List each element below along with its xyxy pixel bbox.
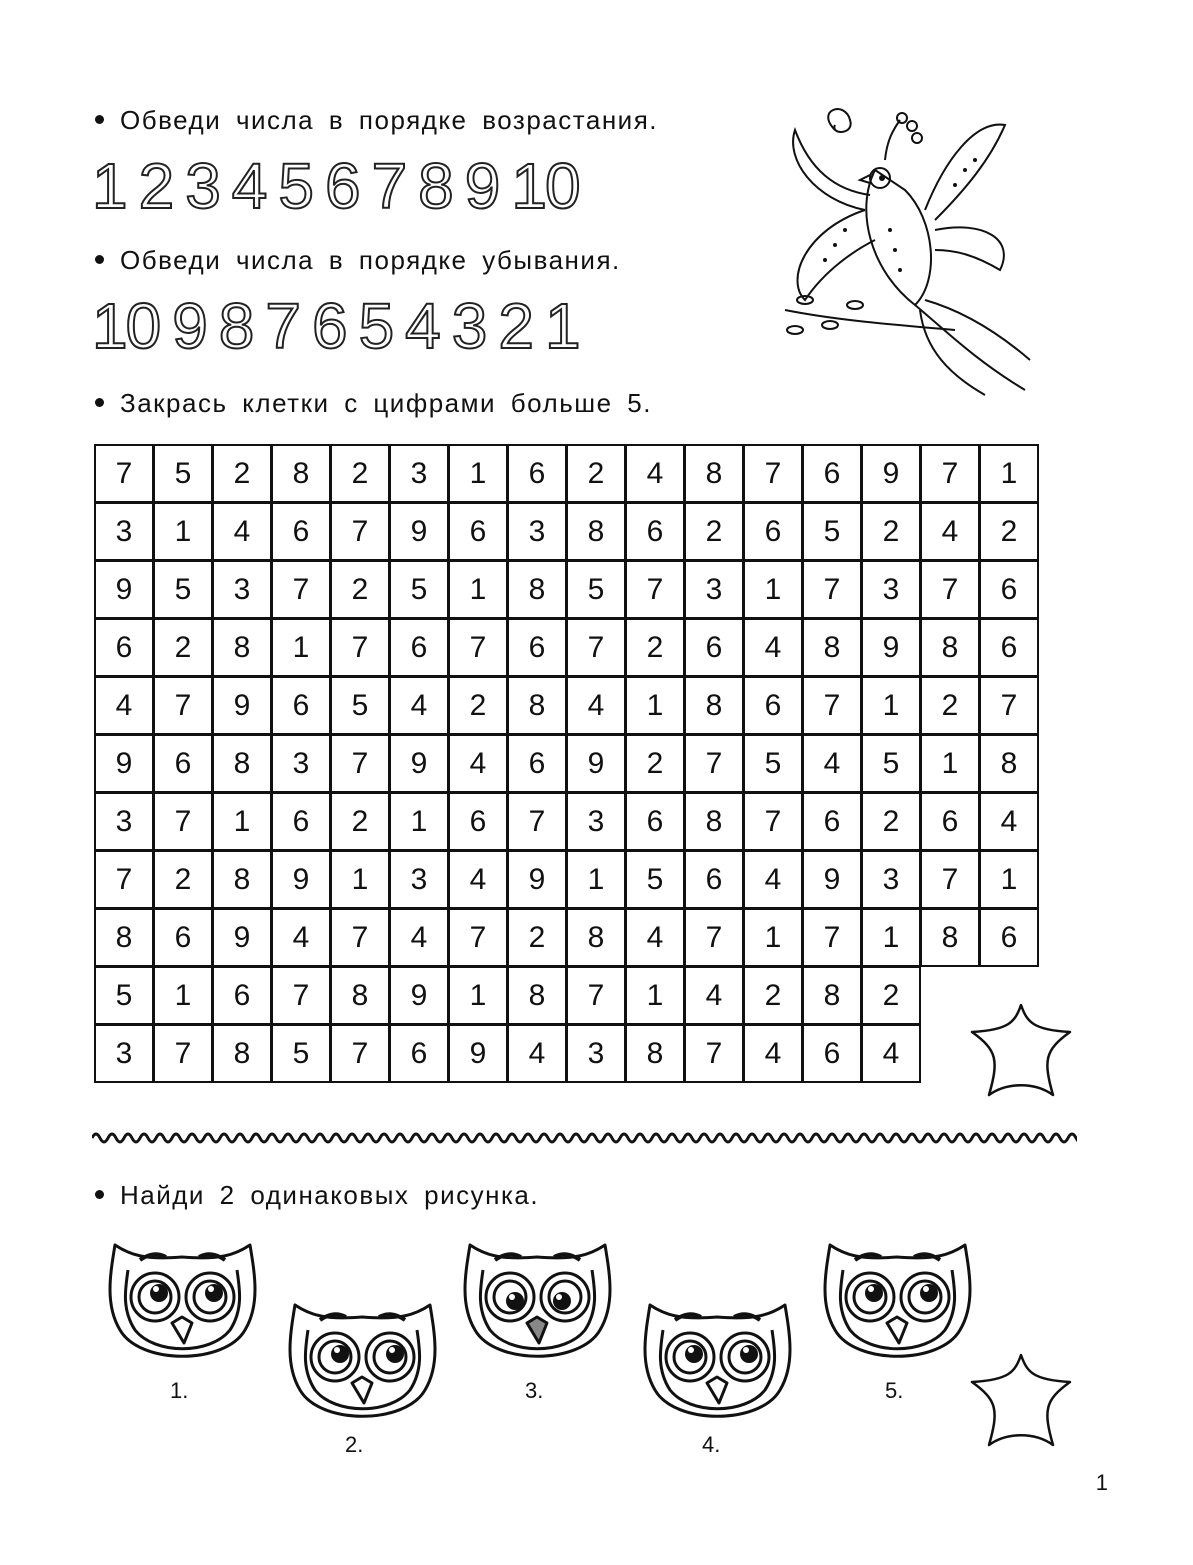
grid-cell[interactable]: 6 — [979, 908, 1039, 967]
grid-cell[interactable]: 7 — [153, 1024, 213, 1083]
grid-cell[interactable]: 4 — [448, 734, 508, 793]
grid-cell[interactable]: 2 — [861, 966, 921, 1025]
grid-cell[interactable]: 9 — [389, 502, 449, 561]
trace-number: 8 — [218, 290, 253, 362]
task-ascending-text: Обведи числа в порядке возрастания. — [120, 105, 658, 135]
grid-cell[interactable]: 6 — [979, 618, 1039, 677]
grid-cell[interactable]: 1 — [389, 792, 449, 851]
grid-cell[interactable]: 6 — [625, 792, 685, 851]
grid-cell[interactable]: 4 — [507, 1024, 567, 1083]
grid-cell[interactable]: 1 — [861, 676, 921, 735]
grid-cell[interactable]: 7 — [979, 676, 1039, 735]
grid-cell[interactable]: 2 — [330, 792, 390, 851]
trace-number: 4 — [405, 290, 439, 362]
grid-cell[interactable]: 7 — [330, 1024, 390, 1083]
trace-number: 5 — [358, 290, 393, 362]
grid-cell[interactable]: 7 — [684, 734, 744, 793]
grid-cell[interactable]: 8 — [330, 966, 390, 1025]
grid-cell[interactable]: 7 — [330, 618, 390, 677]
grid-cell[interactable]: 4 — [684, 966, 744, 1025]
task-find-pair — [95, 1180, 539, 1211]
grid-cell[interactable]: 1 — [448, 966, 508, 1025]
trace-number: 6 — [311, 290, 346, 362]
trace-number: 2 — [138, 150, 173, 222]
number-grid — [95, 445, 1039, 1083]
grid-cell[interactable]: 3 — [94, 792, 154, 851]
owl-picture-4[interactable] — [635, 1295, 800, 1435]
grid-cell[interactable]: 8 — [625, 1024, 685, 1083]
grid-cell[interactable]: 1 — [920, 734, 980, 793]
grid-cell[interactable]: 4 — [389, 908, 449, 967]
grid-cell[interactable]: 1 — [153, 502, 213, 561]
grid-cell[interactable]: 4 — [861, 1024, 921, 1083]
grid-cell[interactable]: 3 — [507, 502, 567, 561]
grid-cell[interactable]: 5 — [566, 560, 626, 619]
grid-cell[interactable]: 5 — [802, 502, 862, 561]
grid-cell[interactable]: 1 — [153, 966, 213, 1025]
grid-row — [95, 1025, 1039, 1083]
grid-cell[interactable]: 4 — [625, 908, 685, 967]
grid-cell[interactable]: 4 — [743, 1024, 803, 1083]
bullet-icon — [95, 255, 104, 264]
grid-cell[interactable]: 9 — [94, 734, 154, 793]
grid-cell[interactable]: 8 — [507, 966, 567, 1025]
star-icon — [965, 1000, 1077, 1100]
grid-cell[interactable]: 2 — [448, 676, 508, 735]
grid-cell[interactable]: 8 — [684, 444, 744, 503]
grid-cell[interactable]: 7 — [330, 908, 390, 967]
grid-cell[interactable]: 1 — [743, 560, 803, 619]
grid-row — [95, 445, 1039, 503]
grid-cell[interactable]: 5 — [153, 444, 213, 503]
grid-cell[interactable]: 7 — [684, 1024, 744, 1083]
owl-picture-3[interactable] — [455, 1235, 620, 1375]
grid-cell[interactable]: 8 — [684, 792, 744, 851]
grid-cell[interactable]: 9 — [212, 908, 272, 967]
grid-cell[interactable]: 2 — [566, 444, 626, 503]
grid-cell[interactable]: 1 — [448, 444, 508, 503]
grid-cell[interactable]: 7 — [802, 908, 862, 967]
grid-row — [95, 677, 1039, 735]
star-icon — [965, 1350, 1077, 1450]
grid-cell[interactable]: 5 — [330, 676, 390, 735]
grid-cell[interactable]: 7 — [920, 560, 980, 619]
trace-number: 9 — [172, 290, 206, 362]
grid-cell[interactable]: 7 — [271, 560, 331, 619]
grid-cell[interactable]: 6 — [507, 734, 567, 793]
grid-cell[interactable]: 7 — [448, 908, 508, 967]
grid-cell[interactable]: 1 — [743, 908, 803, 967]
grid-cell[interactable]: 7 — [802, 676, 862, 735]
bullet-icon — [95, 1190, 104, 1199]
grid-cell[interactable]: 3 — [94, 502, 154, 561]
grid-cell[interactable]: 7 — [566, 966, 626, 1025]
grid-cell[interactable]: 9 — [389, 966, 449, 1025]
owl-label: 4. — [702, 1432, 721, 1457]
wavy-divider — [92, 1128, 1077, 1148]
grid-cell[interactable]: 1 — [212, 792, 272, 851]
grid-cell[interactable]: 8 — [271, 444, 331, 503]
trace-number: 3 — [451, 290, 486, 362]
grid-cell[interactable]: 8 — [212, 850, 272, 909]
task-ascending — [95, 105, 658, 136]
owl-label: 2. — [345, 1432, 364, 1457]
grid-cell[interactable]: 5 — [271, 1024, 331, 1083]
trace-number: 7 — [265, 290, 299, 362]
bullet-icon — [95, 115, 104, 124]
grid-cell[interactable]: 6 — [802, 1024, 862, 1083]
grid-cell[interactable]: 4 — [920, 502, 980, 561]
grid-cell[interactable]: 5 — [625, 850, 685, 909]
grid-cell[interactable]: 4 — [212, 502, 272, 561]
trace-descending-row — [92, 290, 579, 362]
grid-row — [95, 503, 1039, 561]
grid-cell[interactable]: 1 — [979, 850, 1039, 909]
grid-cell[interactable]: 2 — [330, 560, 390, 619]
grid-cell[interactable]: 2 — [153, 618, 213, 677]
trace-number: 10 — [511, 150, 579, 222]
trace-number: 10 — [92, 290, 160, 362]
grid-cell[interactable]: 7 — [684, 908, 744, 967]
grid-cell[interactable]: 9 — [271, 850, 331, 909]
grid-cell[interactable]: 2 — [684, 502, 744, 561]
grid-cell[interactable]: 4 — [743, 850, 803, 909]
grid-cell[interactable]: 6 — [389, 1024, 449, 1083]
grid-cell[interactable]: 8 — [507, 560, 567, 619]
trace-number: 2 — [498, 290, 532, 362]
grid-cell[interactable]: 3 — [94, 1024, 154, 1083]
grid-cell[interactable]: 9 — [389, 734, 449, 793]
grid-cell[interactable]: 3 — [684, 560, 744, 619]
owl-label: 5. — [885, 1378, 904, 1403]
grid-row — [95, 619, 1039, 677]
grid-cell[interactable]: 9 — [861, 618, 921, 677]
grid-cell[interactable]: 4 — [389, 676, 449, 735]
grid-cell[interactable]: 6 — [271, 676, 331, 735]
grid-cell[interactable]: 8 — [566, 502, 626, 561]
grid-cell[interactable]: 7 — [507, 792, 567, 851]
grid-cell[interactable]: 9 — [94, 560, 154, 619]
trace-number: 8 — [418, 150, 452, 222]
grid-cell[interactable]: 8 — [802, 966, 862, 1025]
grid-cell[interactable]: 9 — [212, 676, 272, 735]
grid-cell[interactable]: 2 — [861, 502, 921, 561]
grid-cell[interactable]: 7 — [743, 444, 803, 503]
task-colour-cells — [95, 388, 652, 419]
grid-cell[interactable]: 8 — [802, 618, 862, 677]
grid-cell[interactable]: 2 — [153, 850, 213, 909]
grid-cell[interactable]: 8 — [979, 734, 1039, 793]
grid-cell[interactable]: 8 — [507, 676, 567, 735]
task-colour-cells-text: Закрась клетки с цифрами больше 5. — [120, 388, 652, 418]
grid-cell[interactable]: 6 — [743, 502, 803, 561]
grid-cell[interactable]: 5 — [153, 560, 213, 619]
bullet-icon — [95, 398, 104, 407]
grid-cell[interactable]: 7 — [271, 966, 331, 1025]
grid-cell[interactable]: 7 — [920, 444, 980, 503]
grid-cell[interactable]: 6 — [743, 676, 803, 735]
grid-cell[interactable]: 6 — [684, 850, 744, 909]
grid-cell[interactable]: 2 — [979, 502, 1039, 561]
grid-cell[interactable]: 3 — [212, 560, 272, 619]
grid-row — [95, 967, 1039, 1025]
grid-row — [95, 851, 1039, 909]
grid-cell[interactable]: 1 — [566, 850, 626, 909]
grid-row — [95, 561, 1039, 619]
grid-cell[interactable]: 2 — [743, 966, 803, 1025]
owl-label: 1. — [170, 1378, 189, 1403]
grid-cell[interactable]: 3 — [566, 1024, 626, 1083]
trace-number: 4 — [231, 150, 266, 222]
grid-cell[interactable]: 5 — [861, 734, 921, 793]
grid-cell[interactable]: 7 — [448, 618, 508, 677]
grid-cell[interactable]: 8 — [920, 908, 980, 967]
grid-cell[interactable]: 9 — [566, 734, 626, 793]
owl-picture-1[interactable] — [100, 1235, 265, 1375]
grid-cell[interactable]: 6 — [507, 618, 567, 677]
grid-cell[interactable]: 6 — [212, 966, 272, 1025]
grid-cell[interactable]: 1 — [979, 444, 1039, 503]
grid-cell[interactable]: 2 — [330, 444, 390, 503]
grid-cell[interactable]: 7 — [802, 560, 862, 619]
grid-cell[interactable]: 9 — [507, 850, 567, 909]
trace-number: 5 — [278, 150, 312, 222]
grid-cell[interactable]: 6 — [507, 444, 567, 503]
grid-cell[interactable]: 4 — [271, 908, 331, 967]
grid-cell[interactable]: 7 — [94, 850, 154, 909]
grid-cell[interactable]: 1 — [271, 618, 331, 677]
trace-number: 7 — [371, 150, 406, 222]
grid-cell[interactable]: 8 — [566, 908, 626, 967]
grid-cell[interactable]: 6 — [684, 618, 744, 677]
grid-cell[interactable]: 6 — [153, 734, 213, 793]
grid-cell[interactable]: 7 — [625, 560, 685, 619]
grid-cell[interactable]: 6 — [153, 908, 213, 967]
task-descending-text: Обведи числа в порядке убывания. — [120, 245, 621, 275]
grid-cell[interactable]: 5 — [389, 560, 449, 619]
page-number: 1 — [1095, 1470, 1108, 1495]
grid-cell[interactable]: 6 — [920, 792, 980, 851]
grid-cell[interactable]: 6 — [448, 502, 508, 561]
grid-cell[interactable]: 8 — [212, 618, 272, 677]
grid-row — [95, 793, 1039, 851]
grid-cell[interactable]: 7 — [566, 618, 626, 677]
grid-cell[interactable]: 6 — [625, 502, 685, 561]
grid-cell[interactable]: 3 — [566, 792, 626, 851]
firebird-illustration — [775, 100, 1055, 400]
grid-cell[interactable]: 3 — [389, 850, 449, 909]
grid-cell[interactable]: 1 — [330, 850, 390, 909]
grid-cell[interactable]: 6 — [271, 502, 331, 561]
grid-cell[interactable]: 7 — [330, 734, 390, 793]
grid-cell[interactable]: 6 — [271, 792, 331, 851]
owl-label: 3. — [525, 1378, 544, 1403]
grid-cell[interactable]: 2 — [212, 444, 272, 503]
grid-cell[interactable]: 8 — [212, 1024, 272, 1083]
grid-cell[interactable]: 4 — [979, 792, 1039, 851]
trace-number: 1 — [92, 150, 126, 222]
grid-cell[interactable]: 7 — [743, 792, 803, 851]
grid-cell[interactable]: 8 — [212, 734, 272, 793]
owl-picture-2[interactable] — [280, 1295, 445, 1435]
grid-cell[interactable]: 6 — [448, 792, 508, 851]
grid-cell[interactable]: 9 — [448, 1024, 508, 1083]
grid-row — [95, 735, 1039, 793]
grid-cell[interactable]: 6 — [979, 560, 1039, 619]
owl-picture-5[interactable] — [815, 1235, 980, 1375]
grid-cell[interactable]: 4 — [94, 676, 154, 735]
grid-cell[interactable]: 4 — [743, 618, 803, 677]
grid-cell[interactable]: 9 — [802, 850, 862, 909]
grid-row — [95, 909, 1039, 967]
trace-number: 6 — [324, 150, 359, 222]
grid-cell[interactable]: 6 — [802, 792, 862, 851]
grid-cell[interactable]: 4 — [566, 676, 626, 735]
grid-cell[interactable]: 1 — [625, 676, 685, 735]
grid-cell[interactable]: 1 — [625, 966, 685, 1025]
grid-cell[interactable]: 7 — [94, 444, 154, 503]
grid-cell[interactable]: 8 — [94, 908, 154, 967]
grid-cell[interactable]: 4 — [625, 444, 685, 503]
grid-cell[interactable]: 4 — [802, 734, 862, 793]
grid-cell[interactable]: 7 — [330, 502, 390, 561]
grid-cell[interactable]: 8 — [920, 618, 980, 677]
grid-cell[interactable]: 1 — [448, 560, 508, 619]
grid-cell[interactable]: 7 — [920, 850, 980, 909]
grid-cell[interactable]: 3 — [861, 850, 921, 909]
grid-cell[interactable]: 1 — [861, 908, 921, 967]
grid-cell[interactable]: 9 — [861, 444, 921, 503]
trace-number: 1 — [544, 290, 579, 362]
task-descending — [95, 245, 621, 276]
grid-cell[interactable]: 2 — [861, 792, 921, 851]
grid-cell[interactable]: 2 — [625, 734, 685, 793]
task-find-pair-text: Найди 2 одинаковых рисунка. — [120, 1180, 540, 1210]
grid-cell[interactable]: 7 — [153, 792, 213, 851]
grid-cell[interactable]: 8 — [684, 676, 744, 735]
grid-cell[interactable]: 3 — [389, 444, 449, 503]
grid-cell[interactable]: 7 — [153, 676, 213, 735]
trace-number: 3 — [185, 150, 219, 222]
grid-cell[interactable]: 4 — [448, 850, 508, 909]
grid-cell[interactable]: 6 — [94, 618, 154, 677]
grid-cell[interactable]: 5 — [94, 966, 154, 1025]
grid-cell[interactable]: 3 — [271, 734, 331, 793]
grid-cell[interactable]: 2 — [920, 676, 980, 735]
trace-number: 9 — [464, 150, 499, 222]
grid-cell[interactable]: 6 — [389, 618, 449, 677]
grid-cell[interactable]: 3 — [861, 560, 921, 619]
trace-ascending-row — [92, 150, 579, 222]
grid-cell[interactable]: 6 — [802, 444, 862, 503]
grid-cell[interactable]: 2 — [507, 908, 567, 967]
grid-cell[interactable]: 2 — [625, 618, 685, 677]
grid-cell[interactable]: 5 — [743, 734, 803, 793]
